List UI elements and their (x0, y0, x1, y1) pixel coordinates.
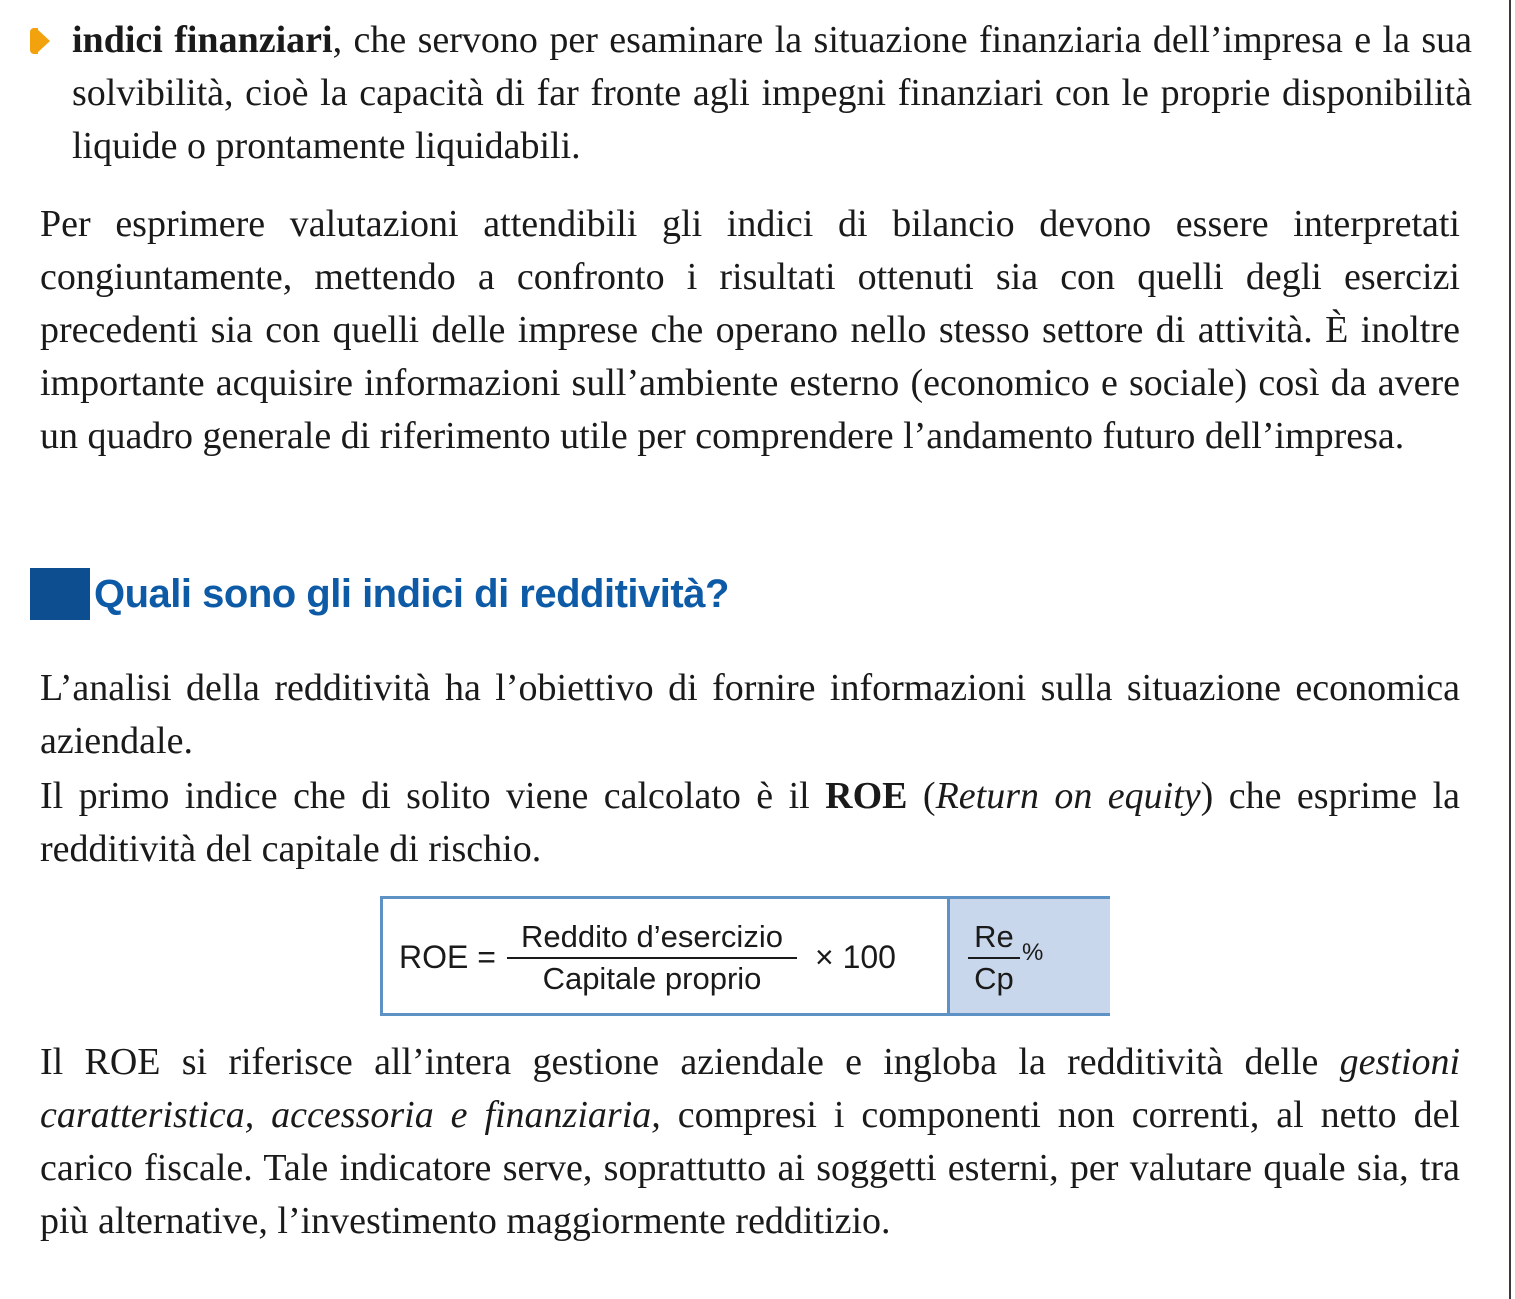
short-percent: % (1022, 939, 1044, 966)
formula-short (950, 899, 1110, 1013)
bullet-item (72, 14, 1472, 173)
formula-multiplier: × 100 (815, 939, 896, 975)
short-numerator: Re (974, 919, 1014, 954)
section-heading: Quali sono gli indici di redditività? (94, 572, 729, 616)
formula-lhs: ROE = (399, 939, 496, 975)
formula-fraction (507, 917, 797, 999)
bullet-term: indici finanziari (72, 19, 333, 61)
short-fraction (968, 917, 1020, 999)
heading-square-icon (30, 568, 90, 620)
roe-intro-tail: ) che esprime la redditività del capitale di rischio. (40, 775, 1461, 870)
short-denominator: Cp (968, 957, 1020, 999)
page-edge-line (1509, 0, 1511, 1299)
paragraph-analisi: L’analisi della redditività ha l’obiettivo di fornire informazioni sulla situazione economica aziendale. (40, 667, 1460, 762)
bullet-arrow-icon (36, 28, 50, 54)
formula-numerator: Reddito d’esercizio (521, 919, 783, 954)
formula-full (383, 899, 950, 1013)
roe-english-name: Return on equity (935, 775, 1201, 817)
paragraph-roe-intro (40, 770, 1460, 876)
roe-acronym: ROE (825, 775, 908, 817)
roe-intro-text: Il primo indice che di solito viene calcolato è il (40, 775, 826, 817)
bullet-text: , che servono per esaminare la situazione finanziaria dell’impresa e la sua solvibilità, cioè la capacità di far fronte agli impegni finanziari con le proprie disponibilità liquide o prontamente liquidabili. (72, 19, 1473, 167)
paragraph-valutazioni: Per esprimere valutazioni attendibili gli indici di bilancio devono essere interpretati congiuntamente, mettendo a confronto i risultati ottenuti sia con quelli degli esercizi precedenti sia con quelli delle imprese che operano nello stesso settore di attività. È inoltre importante acquisire informazioni sull’ambiente esterno (economico e sociale) così da avere un quadro generale di riferimento utile per comprendere l’andamento futuro dell’impresa. (40, 203, 1460, 457)
roe-formula-box (380, 896, 1110, 1016)
roe-details-tail: compresi i componenti non correnti, al netto del carico fiscale. Tale indicatore serve, soprattutto ai soggetti esterni, per valutare quale sia, tra più alternative, l’investimento maggiormente redditizio. (40, 1094, 1460, 1242)
roe-details-text: Il ROE si riferisce all’intera gestione aziendale e ingloba la redditività delle (40, 1041, 1340, 1083)
paragraph-roe-details (40, 1036, 1460, 1248)
roe-open-paren: ( (907, 775, 936, 817)
formula-denominator: Capitale proprio (507, 957, 797, 999)
roe-details-italic: gestioni caratteristica, accessoria e finanziaria, (40, 1041, 1460, 1136)
